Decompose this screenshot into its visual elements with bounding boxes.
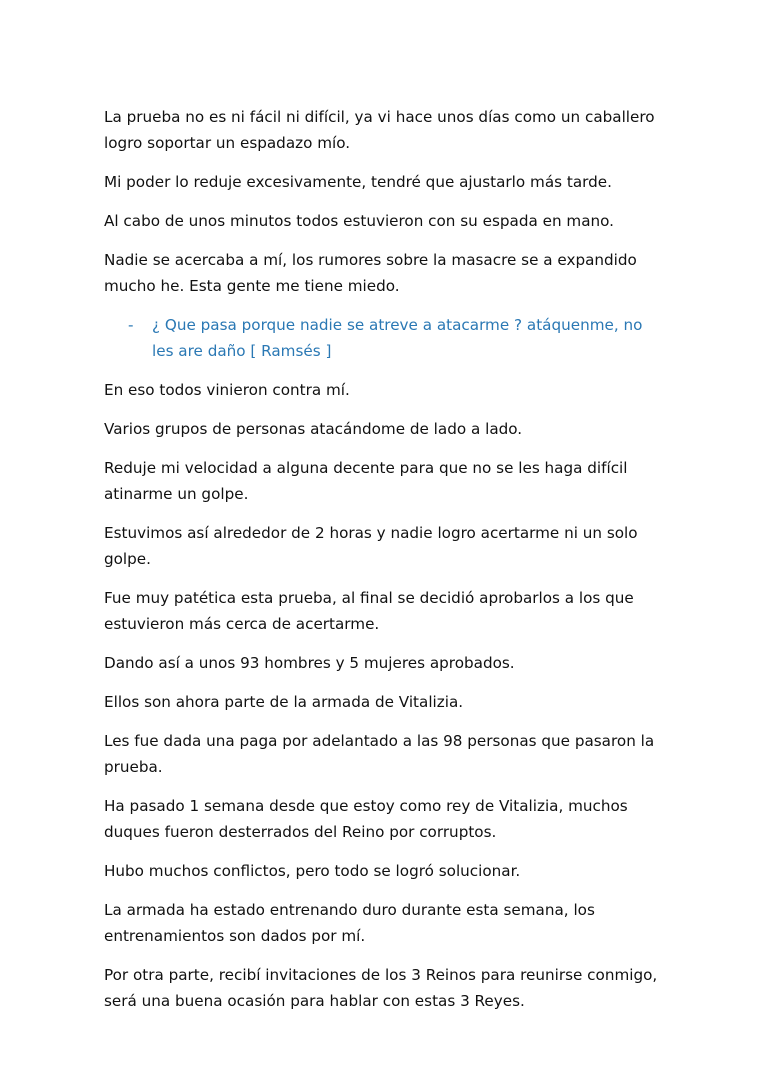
document-body	[104, 104, 666, 1027]
dialogue-line	[104, 312, 666, 364]
paragraph: La armada ha estado entrenando duro durante esta semana, los entrenamientos son dados por mí.	[104, 901, 595, 945]
paragraph: Fue muy patética esta prueba, al final se decidió aprobarlos a los que estuvieron más cerca de acertarme.	[104, 589, 634, 633]
paragraph: Mi poder lo reduje excesivamente, tendré que ajustarlo más tarde.	[104, 173, 612, 191]
paragraph: Hubo muchos conflictos, pero todo se logró solucionar.	[104, 862, 521, 880]
paragraph: Les fue dada una paga por adelantado a las 98 personas que pasaron la prueba.	[104, 732, 655, 776]
paragraph: Por otra parte, recibí invitaciones de los 3 Reinos para reunirse conmigo, será una buena ocasión para hablar con estas 3 Reyes.	[104, 966, 658, 1010]
paragraph: Al cabo de unos minutos todos estuvieron con su espada en mano.	[104, 212, 614, 230]
paragraph: Varios grupos de personas atacándome de lado a lado.	[104, 420, 523, 438]
paragraph: Nadie se acercaba a mí, los rumores sobre la masacre se a expandido mucho he. Esta gente me tiene miedo.	[104, 251, 637, 295]
dialogue-text: ¿ Que pasa porque nadie se atreve a atacarme ? atáquenme, no les are daño [ Ramsés ]	[152, 316, 643, 360]
paragraph: Reduje mi velocidad a alguna decente para que no se les haga difícil atinarme un golpe.	[104, 459, 628, 503]
paragraph: Ellos son ahora parte de la armada de Vitalizia.	[104, 693, 464, 711]
list-dash: -	[128, 316, 134, 334]
paragraph: Ha pasado 1 semana desde que estoy como rey de Vitalizia, muchos duques fueron desterrados del Reino por corruptos.	[104, 797, 628, 841]
paragraph: Dando así a unos 93 hombres y 5 mujeres aprobados.	[104, 654, 515, 672]
paragraph: En eso todos vinieron contra mí.	[104, 381, 350, 399]
paragraph: La prueba no es ni fácil ni difícil, ya vi hace unos días como un caballero logro soportar un espadazo mío.	[104, 108, 655, 152]
paragraph: Estuvimos así alrededor de 2 horas y nadie logro acertarme ni un solo golpe.	[104, 524, 638, 568]
